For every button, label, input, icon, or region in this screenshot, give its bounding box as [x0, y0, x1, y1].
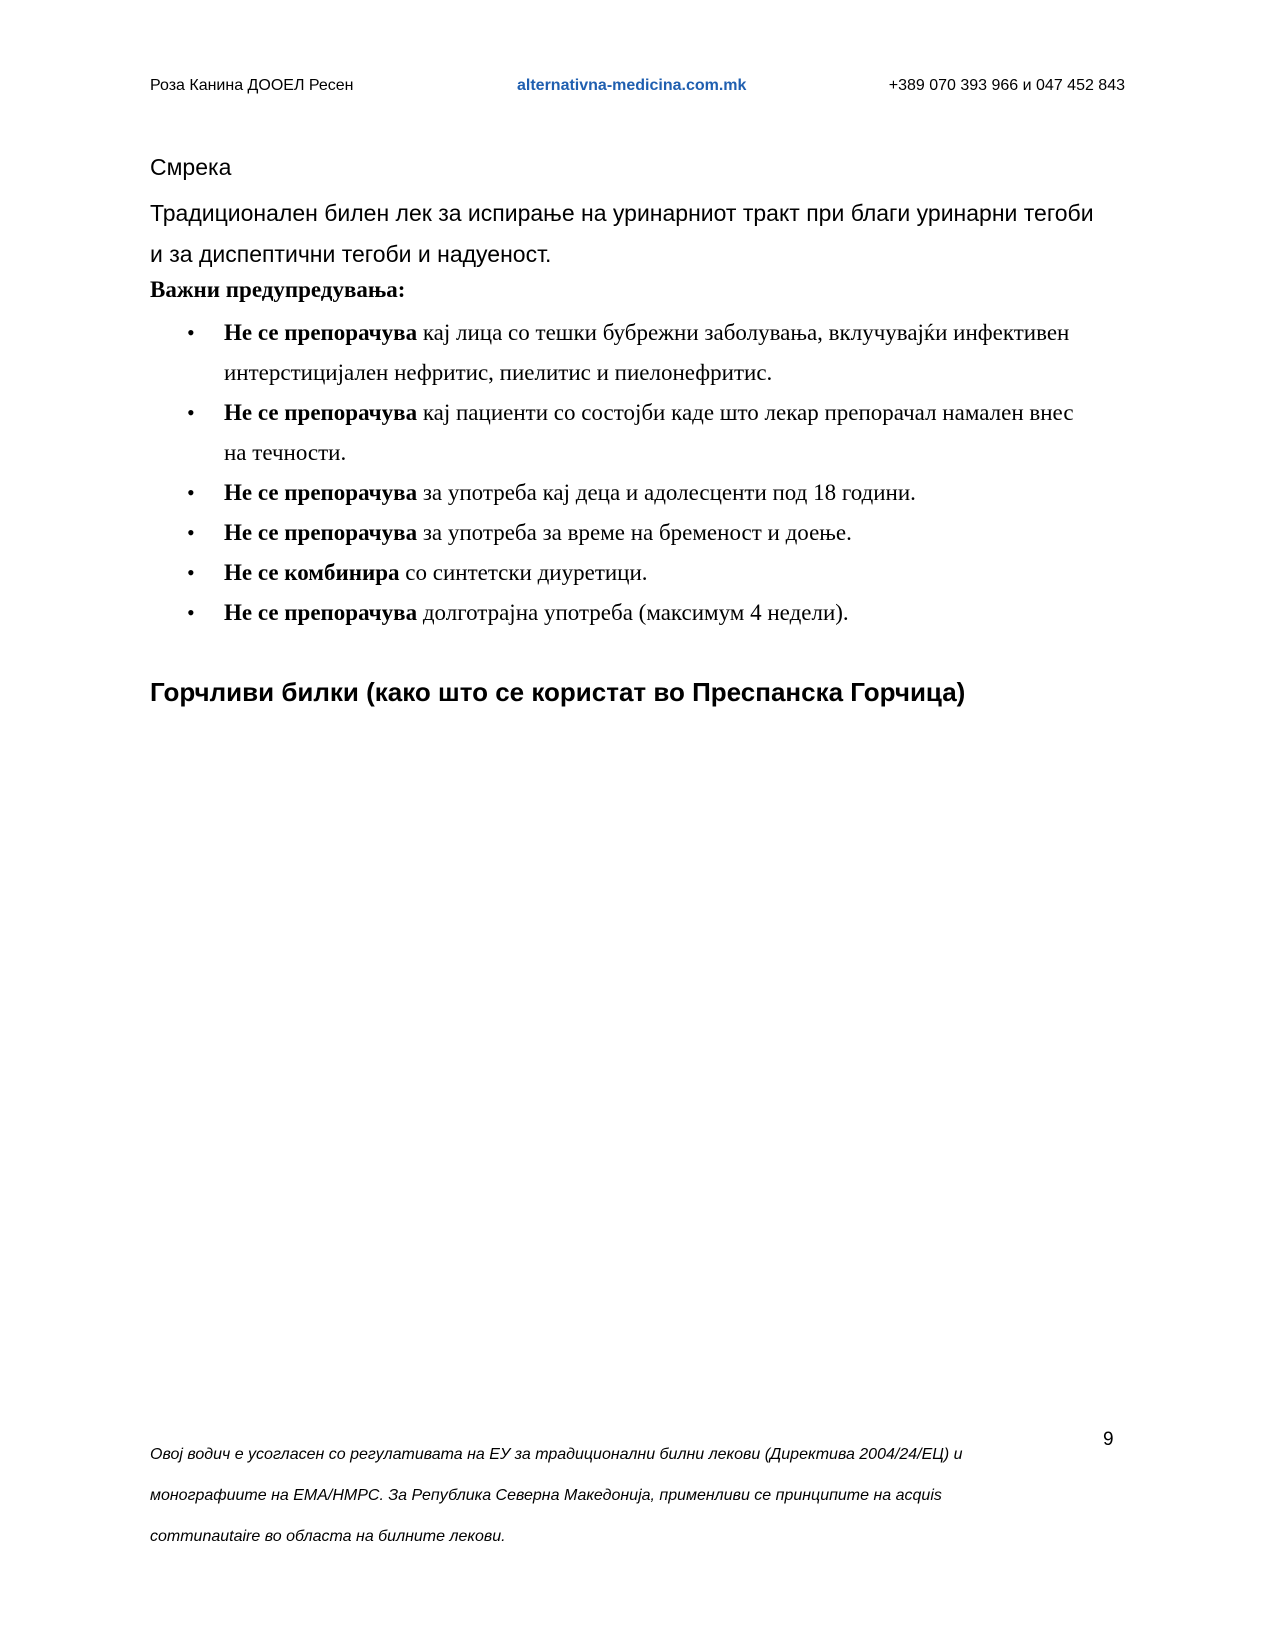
warning-item-bold: Не се препорачува	[224, 400, 418, 425]
warnings-list	[150, 313, 1090, 633]
warning-item	[150, 473, 1090, 513]
intro-paragraph: Традиционален билен лек за испирање на уринарниот тракт при благи уринарни тегоби и за диспептични тегоби и надуеност.	[150, 200, 1094, 267]
bullet-icon: •	[187, 520, 195, 545]
bullet-icon: •	[187, 480, 195, 505]
warning-item	[150, 313, 1090, 393]
warning-item-bold: Не се препорачува	[224, 520, 418, 545]
warning-item	[150, 593, 1090, 633]
bullet-icon: •	[187, 600, 195, 625]
header-phone: +389 070 393 966 и 047 452 843	[888, 77, 1125, 94]
warning-item-text: за употреба за време на бременост и доење.	[417, 520, 852, 545]
header-company: Роза Канина ДООЕЛ Ресен	[150, 77, 354, 94]
warning-item-bold: Не се комбинира	[224, 560, 400, 585]
page-header	[150, 74, 1125, 98]
bullet-icon: •	[187, 320, 195, 345]
warning-item-bold: Не се препорачува	[224, 320, 418, 345]
warning-item	[150, 513, 1090, 553]
warning-item-bold: Не се препорачува	[224, 480, 418, 505]
warning-item-text: кај пациенти со состојби каде што лекар препорачал намален внес на течности.	[224, 400, 1074, 465]
bullet-icon: •	[187, 400, 195, 425]
section-heading: Горчливи билки (како што се користат во Преспанска Горчица)	[150, 677, 966, 707]
header-website-link[interactable]: alternativna-medicina.com.mk	[517, 77, 747, 94]
warning-item-text: со синтетски диуретици.	[399, 560, 648, 585]
footer-note: Овој водич е усогласен со регулативата на ЕУ за традиционални билни лекови (Директива 2004/24/ЕЦ) и монографиите на ЕМА/HMPC. За Република Северна Македонија, применливи се принципите на acquis communautaire во областа на билните лекови.	[150, 1446, 963, 1545]
warning-item-text: за употреба кај деца и адолесценти под 18 години.	[417, 480, 916, 505]
warnings-heading: Важни предупредувања:	[150, 277, 406, 302]
warning-item-text: кај лица со тешки бубрежни заболувања, вклучувајќи инфективен интерстицијален нефритис, пиелитис и пиелонефритис.	[224, 320, 1070, 385]
section-label: Смрека	[150, 154, 232, 180]
warning-item	[150, 553, 1090, 593]
warning-item-bold: Не се препорачува	[224, 600, 418, 625]
warning-item-text: долготрајна употреба (максимум 4 недели).	[417, 600, 849, 625]
bullet-icon: •	[187, 560, 195, 585]
warning-item	[150, 393, 1090, 473]
page-number: 9	[1103, 1429, 1114, 1450]
